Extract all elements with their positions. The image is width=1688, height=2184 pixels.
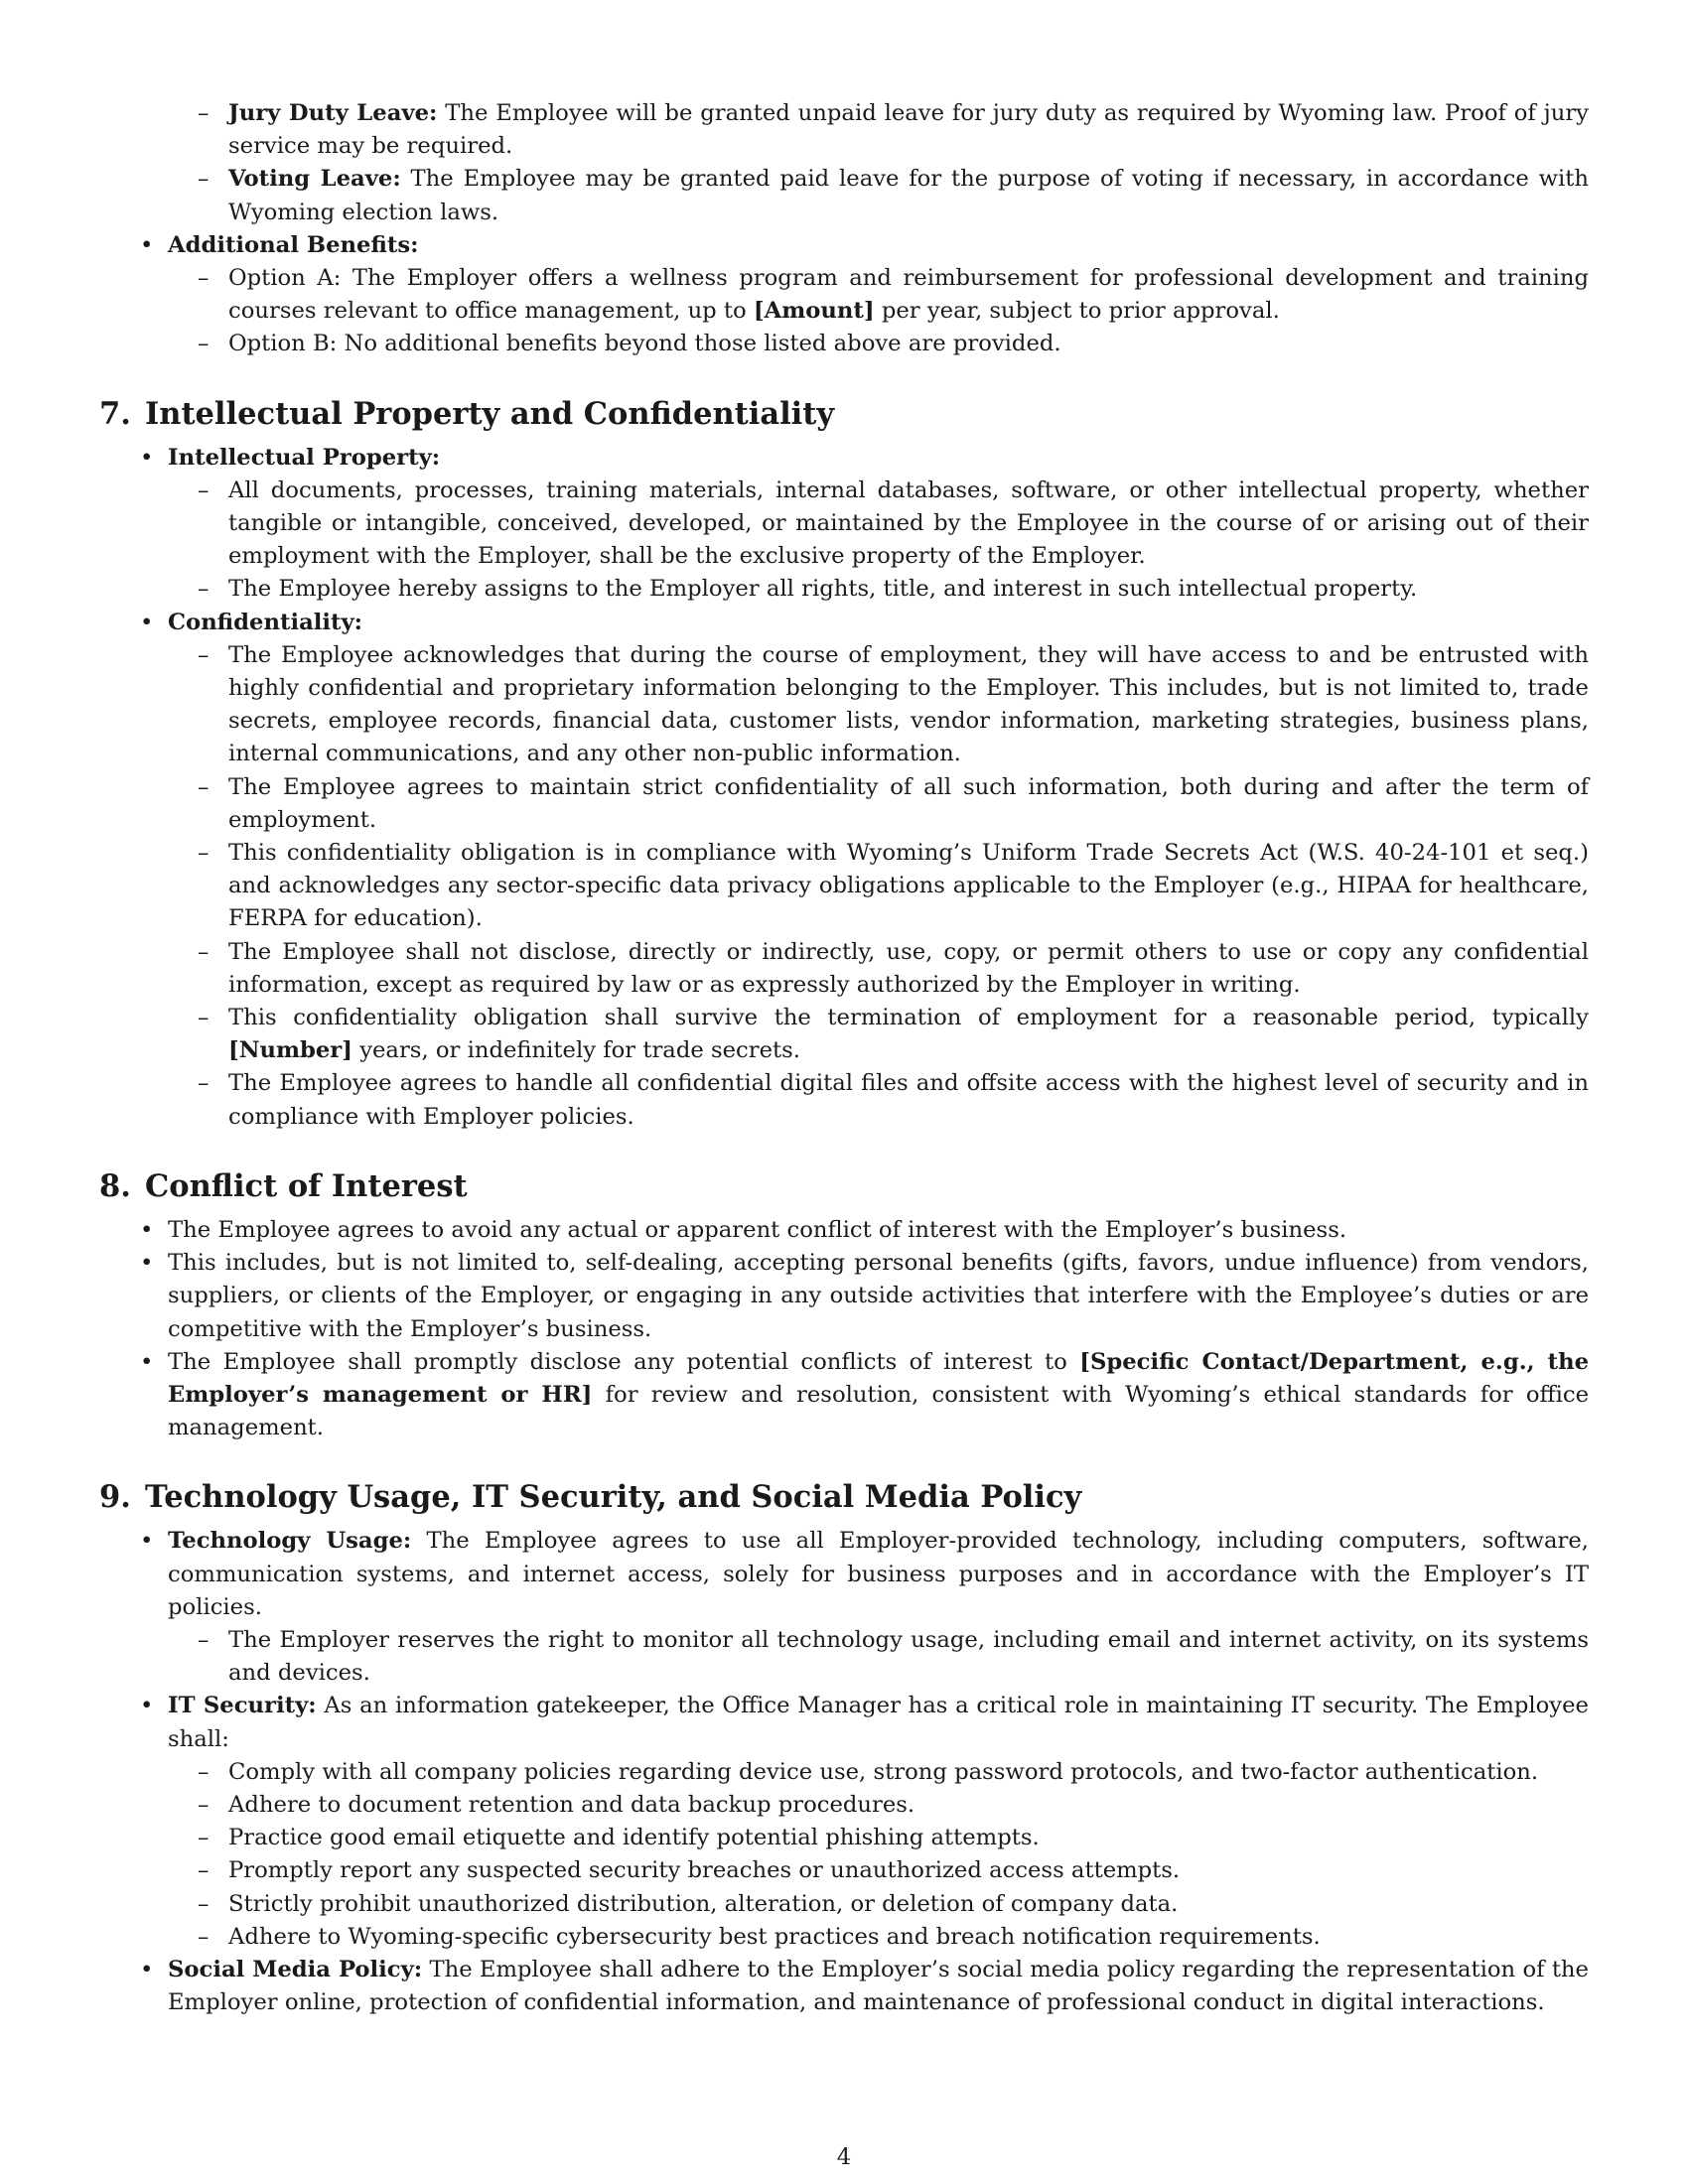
item-text: This confidentiality obligation is in compliance with Wyoming’s Uniform Trade Secrets Act (W.S. 40-24-101 et seq.) and acknowledges any sector-specific data privacy obligations applicable to the Employer (e.g., HIPAA for healthcare, FERPA for education). <box>228 840 1589 932</box>
item-text: Strictly prohibit unauthorized distribution, alteration, or deletion of company data. <box>228 1890 1179 1917</box>
placeholder-number: [Number] <box>228 1037 352 1064</box>
item-text: The Employee shall promptly disclose any potential conflicts of interest to <box>168 1348 1067 1375</box>
list-item <box>168 1214 1589 1247</box>
list-item <box>228 1624 1589 1690</box>
section-title: Conflict of Interest <box>145 1167 468 1204</box>
item-text: The Employee shall adhere to the Employer’s social media policy regarding the representation of the Employer online, protection of confidential information, and maintenance of professional conduct in digital interactions. <box>168 1956 1589 2016</box>
item-text: Option B: No additional benefits beyond those listed above are provided. <box>228 331 1061 357</box>
section-title: Intellectual Property and Confidentiality <box>145 395 835 432</box>
list-item <box>168 1525 1589 1690</box>
list-item <box>228 1002 1589 1067</box>
section-number: 9. <box>99 1479 131 1516</box>
item-text: The Employee will be granted unpaid leave for jury duty as required by Wyoming law. Proof of jury service may be required. <box>228 100 1589 160</box>
section-7-list <box>99 442 1589 1134</box>
placeholder-amount: [Amount] <box>753 298 875 325</box>
list-item <box>228 1854 1589 1887</box>
item-text: The Employee hereby assigns to the Employer all rights, title, and interest in such intellectual property. <box>228 576 1418 603</box>
section-9-list <box>99 1525 1589 2019</box>
list-item <box>228 97 1589 163</box>
list-item <box>228 936 1589 1002</box>
item-text: The Employee shall not disclose, directly or indirectly, use, copy, or permit others to use or copy any confidential information, except as required by law or as expressly authorized by the Employer in writing. <box>228 938 1589 998</box>
list-item <box>168 1346 1589 1445</box>
list-item <box>168 1690 1589 1954</box>
additional-benefits-list <box>99 229 1589 361</box>
it-security-sublist <box>168 1756 1589 1954</box>
section-8-list <box>99 1214 1589 1444</box>
item-text: per year, subject to prior approval. <box>881 298 1280 325</box>
list-item <box>168 607 1589 1134</box>
page-number: 4 <box>836 2144 852 2170</box>
list-item <box>228 163 1589 228</box>
list-item <box>228 328 1589 360</box>
list-item <box>228 1067 1589 1133</box>
item-label: Additional Benefits: <box>168 231 419 258</box>
item-text: The Employee agrees to avoid any actual or apparent conflict of interest with the Employer’s business. <box>168 1216 1347 1243</box>
list-item <box>228 1921 1589 1954</box>
item-label: IT Security: <box>168 1693 317 1719</box>
item-label: Jury Duty Leave: <box>228 100 438 126</box>
list-item <box>228 1789 1589 1822</box>
section-number: 7. <box>99 395 131 432</box>
leave-list <box>99 97 1589 229</box>
item-text: Adhere to document retention and data backup procedures. <box>228 1791 915 1818</box>
ip-sublist <box>168 475 1589 607</box>
placeholder-contact: [Specific Contact/Department, e.g., the Employer’s management or HR] <box>168 1348 1590 1408</box>
item-text: The Employee agrees to maintain strict confidentiality of all such information, both during and after the term of employment. <box>228 773 1589 833</box>
section-title: Technology Usage, IT Security, and Social Media Policy <box>145 1479 1082 1516</box>
item-text: All documents, processes, training materials, internal databases, software, or other intellectual property, whether tangible or intangible, conceived, developed, or maintained by the Employee in the course of or arising out of their employment with the Employer, shall be the exclusive property of the Employer. <box>228 477 1589 570</box>
item-label: Voting Leave: <box>228 166 401 193</box>
list-item <box>228 1822 1589 1854</box>
item-label: Social Media Policy: <box>168 1956 423 1982</box>
item-text: As an information gatekeeper, the Office Manager has a critical role in maintaining IT security. The Employee shall: <box>168 1693 1589 1752</box>
item-text: The Employer reserves the right to monitor all technology usage, including email and internet activity, on its systems and devices. <box>228 1626 1589 1687</box>
list-item <box>228 1756 1589 1789</box>
confidentiality-sublist <box>168 639 1589 1134</box>
item-text: The Employee acknowledges that during the course of employment, they will have access to and be entrusted with highly confidential and proprietary information belonging to the Employer. This includes, but is not limited to, trade secrets, employee records, financial data, customer lists, vendor information, marketing strategies, business plans, internal communications, and any other non-public information. <box>228 641 1589 767</box>
item-label: Intellectual Property: <box>168 444 441 471</box>
tech-sublist <box>168 1624 1589 1690</box>
item-text: The Employee agrees to handle all confidential digital files and offsite access with the highest level of security and in compliance with Employer policies. <box>228 1070 1589 1130</box>
item-text: Practice good email etiquette and identify potential phishing attempts. <box>228 1825 1040 1851</box>
list-item <box>228 1888 1589 1921</box>
section-heading-9 <box>99 1478 1589 1516</box>
item-text: years, or indefinitely for trade secrets. <box>359 1037 801 1064</box>
section-heading-8 <box>99 1167 1589 1205</box>
list-item <box>168 1247 1589 1346</box>
benefit-options-list <box>168 262 1589 361</box>
list-item <box>228 837 1589 936</box>
item-text: Comply with all company policies regarding device use, strong password protocols, and two-factor authentication. <box>228 1758 1539 1785</box>
list-item <box>168 229 1589 361</box>
item-label: Technology Usage: <box>168 1528 412 1555</box>
list-item <box>168 1954 1589 2019</box>
document-page <box>99 97 1589 2019</box>
item-label: Confidentiality: <box>168 609 363 635</box>
item-text: for review and resolution, consistent with Wyoming’s ethical standards for office management. <box>168 1381 1590 1441</box>
section-heading-7 <box>99 395 1589 433</box>
list-item <box>228 639 1589 771</box>
item-text: Promptly report any suspected security breaches or unauthorized access attempts. <box>228 1857 1181 1884</box>
item-text: Adhere to Wyoming-specific cybersecurity best practices and breach notification requirements. <box>228 1923 1321 1950</box>
item-text: The Employee may be granted paid leave for the purpose of voting if necessary, in accordance with Wyoming election laws. <box>228 166 1589 225</box>
list-item <box>228 771 1589 837</box>
item-text: Option A: The Employer offers a wellness program and reimbursement for professional development and training courses relevant to office management, up to <box>228 265 1589 325</box>
list-item <box>168 442 1589 607</box>
list-item <box>228 262 1589 328</box>
section-number: 8. <box>99 1167 131 1204</box>
list-item <box>228 475 1589 574</box>
item-text: The Employee agrees to use all Employer-provided technology, including computers, software, communication systems, and internet access, solely for business purposes and in accordance with the Employer’s IT policies. <box>168 1528 1589 1620</box>
item-text: This confidentiality obligation shall survive the termination of employment for a reasonable period, typically <box>228 1005 1589 1031</box>
list-item <box>228 573 1589 606</box>
item-text: This includes, but is not limited to, self-dealing, accepting personal benefits (gifts, favors, undue influence) from vendors, suppliers, or clients of the Employer, or engaging in any outside activities that interfere with the Employee’s duties or are competitive with the Employer’s business. <box>168 1250 1589 1342</box>
